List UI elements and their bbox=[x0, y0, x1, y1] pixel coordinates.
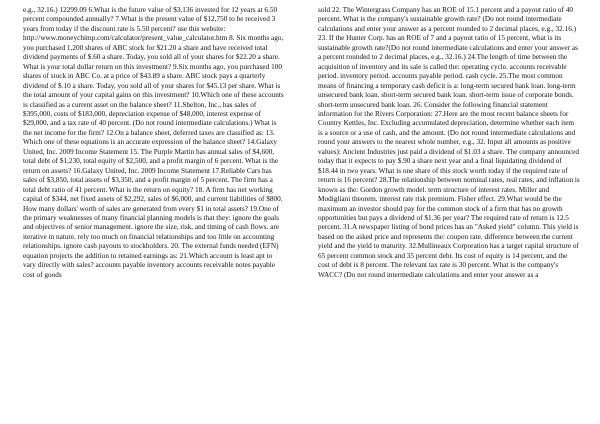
left-text-column: e.g., 32.16.) 12299.09 6.What is the future value of $3,136 invested for 12 years at 6.50 percent compounded annually? 7.What is the present value of $12,750 to be received 3 years from today if the discount rate is 5.50 percent? use this website: http://www.moneychimp.com/calculator/present_value_calculator.htm 8. Six months ago, you purchased 1,200 shares of ABC stock for $21.20 a share and have received total dividend payments of $.60 a share. Today, you sold all of your shares for $22.20 a share. What is your total dollar return on this investment? 9.Six months ago, you purchased 100 shares of stock in ABC Co. at a price of $43.89 a share. ABC stock pays a quarterly dividend of $.10 a share. Today, you sold all of your shares for $45.13 per share. What is the total amount of your capital gains on this investment? 10.Which one of these accounts is classified as a current asset on the balance sheet? 11.Shelton, Inc., has sales of $395,000, costs of $183,000, depreciation expense of $48,000, interest expense of $29,000, and a tax rate of 40 percent. (Do not round intermediate calculations.) What is the net income for the firm? 12.On a balance sheet, deferred taxes are classified as: 13. Which one of these equations is an accurate expression of the balance sheet? 14.Galaxy United, Inc. 2009 Income Statement 15. The Purple Martin has annual sales of $4,600, total debt of $1,230, total equity of $2,500, and a profit margin of 6 percent. What is the return on assets? 16.Galaxy United, Inc. 2009 Income Statement 17.Reliable Cars has sales of $3,850, total assets of $3,350, and a profit margin of 5 percent. The firm has a total debt ratio of 41 percent. What is the return on equity? 18. A firm has net working capital of $344, net fixed assets of $2,292, sales of $6,000, and current liabilities of $800. How many dollars' worth of sales are generated from every $1 in total assets? 19.One of the primary weaknesses of many financial planning models is that they: ignore the goals and objectives of senior management. ignore the size, risk, and timing of cash flows. are iterative in nature. rely too much on financial relationships and too little on accounting relationships. ignore cash payouts to stockholders. 20. The external funds needed (EFN) equation projects the addition to retained earnings as: 21.Which account is least apt to vary directly with sales? accounts payable inventory accounts receivable notes payable cost of goods bbox=[23, 6, 284, 279]
right-text-column: sold 22. The Wintergrass Company has an ROE of 15.1 percent and a payout ratio of 40 percent. What is the company's sustainable growth rate? (Do not round intermediate calculations and enter your answer as a percent rounded to 2 decimal places, e.g., 32.16.) 23. If the Hunter Corp. has an ROE of 7 and a payout ratio of 15 percent, what is its sustainable growth rate?(Do not round intermediate calculations and enter your answer as a percent rounded to 2 decimal places, e.g., 32.16.) 24.The length of time between the acquisition of inventory and its sale is called the: operating cycle. accounts receivable period. inventory period. accounts payable period. cash cycle. 25.The most common means of financing a temporary cash deficit is a: long-term secured bank loan. long-term unsecured bank loan. short-term secured bank loan. short-term issue of corporate bonds. short-term unsecured bank loan. 26. Consider the following financial statement information for the Rivers Corporation: 27.Here are the most recent balance sheets for Country Kettles, Inc. Excluding accumulated depreciation, determine whether each item is a source or a use of cash, and the amount. (Do not round intermediate calculations and round your answers to the nearest whole number, e.g., 32. Input all amounts as positive values): Ancient Industries just paid a dividend of $1.03 a share. The company announced today that it expects to pay $.90 a share next year and a final liquidating dividend of $18.44 in two years. What is one share of this stock worth today if the required rate of return is 16 percent? 28.The relationship between nominal rates, real rates, and inflation is known as the: Gordon growth model. term structure of interest rates. Miller and Modigliani theorem. interest rate risk premium. Fisher effect. 29.What would be the maximum an investor should pay for the common stock of a firm that has no growth opportunities but pays a dividend of $1.36 per year? The required rate of return is 12.5 percent. 31.A newspaper listing of bond prices has an "Asked yield" column. This yield is based on the asked price and represents the: coupon rate. difference between the current yield and the yield to maturity. 32.Mullineaux Corporation has a target capital structure of 65 percent common stock and 35 percent debt. Its cost of equity is 14 percent, and the cost of debt is 8 percent. The relevant tax rate is 30 percent. What is the company's WACC? (Do not round intermediate calculations and enter your answer as a bbox=[318, 6, 580, 279]
